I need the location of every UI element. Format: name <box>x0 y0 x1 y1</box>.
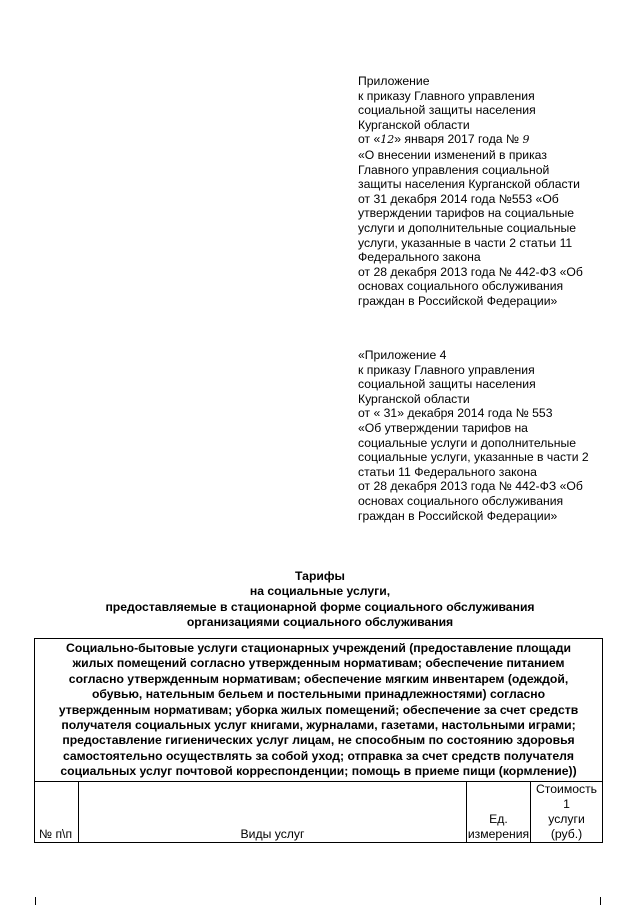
section-line: Социально-бытовые услуги стационарных учреждений (предоставление площади <box>66 641 571 655</box>
appendix-1-date-line <box>358 132 608 148</box>
appendix-1-line: социальной защиты населения <box>358 103 536 118</box>
appendix-4-line: Курганской области <box>358 391 470 406</box>
appendix-1-line: утверждении тарифов на социальные <box>358 206 575 221</box>
appendix-1-line: «О внесении изменений в приказ <box>358 147 547 162</box>
appendix-1-line: услуги и дополнительные социальные <box>358 220 576 235</box>
section-line: согласно утвержденным нормативам; обеспечение мягким инвентарем (одеждой, <box>68 671 569 686</box>
header-unit-line: измерения <box>467 826 530 841</box>
title-line: организациями социального обслуживания <box>186 615 454 630</box>
appendix-1-line: защиты населения Курганской области <box>358 177 580 192</box>
appendix-4-line: статьи 11 Федерального закона <box>358 464 537 479</box>
appendix-1-line: граждан в Российской Федерации» <box>358 293 558 308</box>
appendix-1-line: Главного управления социальной <box>358 162 550 177</box>
appendix-4-block <box>358 348 608 523</box>
section-line: социальных услуг почтовой корреспонденции; помощь в приеме пищи (кормление)) <box>60 764 577 779</box>
appendix-1-line: от 28 декабря 2013 года № 442-ФЗ «Об <box>358 264 583 279</box>
table-continuation-line-right <box>600 897 601 905</box>
appendix-4-line: к приказу Главного управления <box>358 362 535 377</box>
handwritten-number: 9 <box>522 133 530 147</box>
title-line: предоставляемые в стационарной форме социального обслуживания <box>105 599 535 614</box>
table-continuation-line-left <box>35 897 36 905</box>
section-line: предоставление гигиенических услуг лицам, не способным по состоянию здоровья <box>62 733 575 748</box>
section-row <box>35 639 603 782</box>
section-line: утвержденным нормативам; уборка жилых помещений; обеспечение за счет средств <box>58 702 579 717</box>
header-service-type: Виды услуг <box>79 781 467 842</box>
appendix-1-line: услуги, указанные в части 2 статьи 11 <box>358 235 573 250</box>
document-title <box>40 569 600 631</box>
appendix-4-line: социальные услуги, указанные в части 2 <box>358 450 589 465</box>
header-cost <box>531 781 603 842</box>
header-unit-line: Ед. <box>489 811 508 826</box>
section-line: получателя социальных услуг книгами, журналами, газетами, настольными играми; <box>61 718 576 733</box>
section-line: самостоятельно осуществлять за собой уход; отправка за счет средств получателя <box>62 748 575 763</box>
title-line: на социальные услуги, <box>249 584 391 599</box>
header-cost-line: услуги <box>548 811 585 826</box>
appendix-1-line: Курганской области <box>358 117 470 132</box>
header-cost-line: Стоимость <box>536 781 598 796</box>
appendix-4-line: от « 31» декабря 2014 года № 553 <box>358 406 553 421</box>
header-row <box>35 781 603 842</box>
date-suffix: » января 2017 года № <box>394 132 520 147</box>
appendix-4-line: социальные услуги и дополнительные <box>358 435 576 450</box>
appendix-1-block <box>358 74 608 309</box>
appendix-4-line: от 28 декабря 2013 года № 442-ФЗ «Об <box>358 479 583 494</box>
header-cost-line: 1 <box>563 796 570 811</box>
appendix-4-line: «Об утверждении тарифов на <box>358 420 528 435</box>
section-line: обувью, нательным бельем и постельными принадлежностями) согласно <box>91 687 546 702</box>
appendix-1-line: основах социального обслуживания <box>358 279 564 294</box>
appendix-1-line: Приложение <box>358 74 430 88</box>
appendix-1-line: от 31 декабря 2014 года №553 «Об <box>358 191 559 206</box>
appendix-4-line: социальной защиты населения <box>358 377 536 392</box>
section-line: жилых помещений согласно утвержденным нормативам; обеспечение питанием <box>72 656 565 671</box>
header-cost-line: (руб.) <box>550 826 583 841</box>
appendix-1-line: к приказу Главного управления <box>358 88 535 103</box>
date-prefix: от « <box>358 132 381 147</box>
appendix-4-line: граждан в Российской Федерации» <box>358 508 558 523</box>
appendix-4-line: «Приложение 4 <box>358 348 447 362</box>
appendix-1-line: Федерального закона <box>358 250 481 265</box>
title-line: Тарифы <box>295 569 345 583</box>
section-heading-cell <box>35 639 603 782</box>
handwritten-day: 12 <box>380 133 395 147</box>
tariff-table <box>34 638 603 843</box>
header-num: № п\п <box>35 781 79 842</box>
appendix-4-line: основах социального обслуживания <box>358 493 564 508</box>
header-unit <box>467 781 531 842</box>
